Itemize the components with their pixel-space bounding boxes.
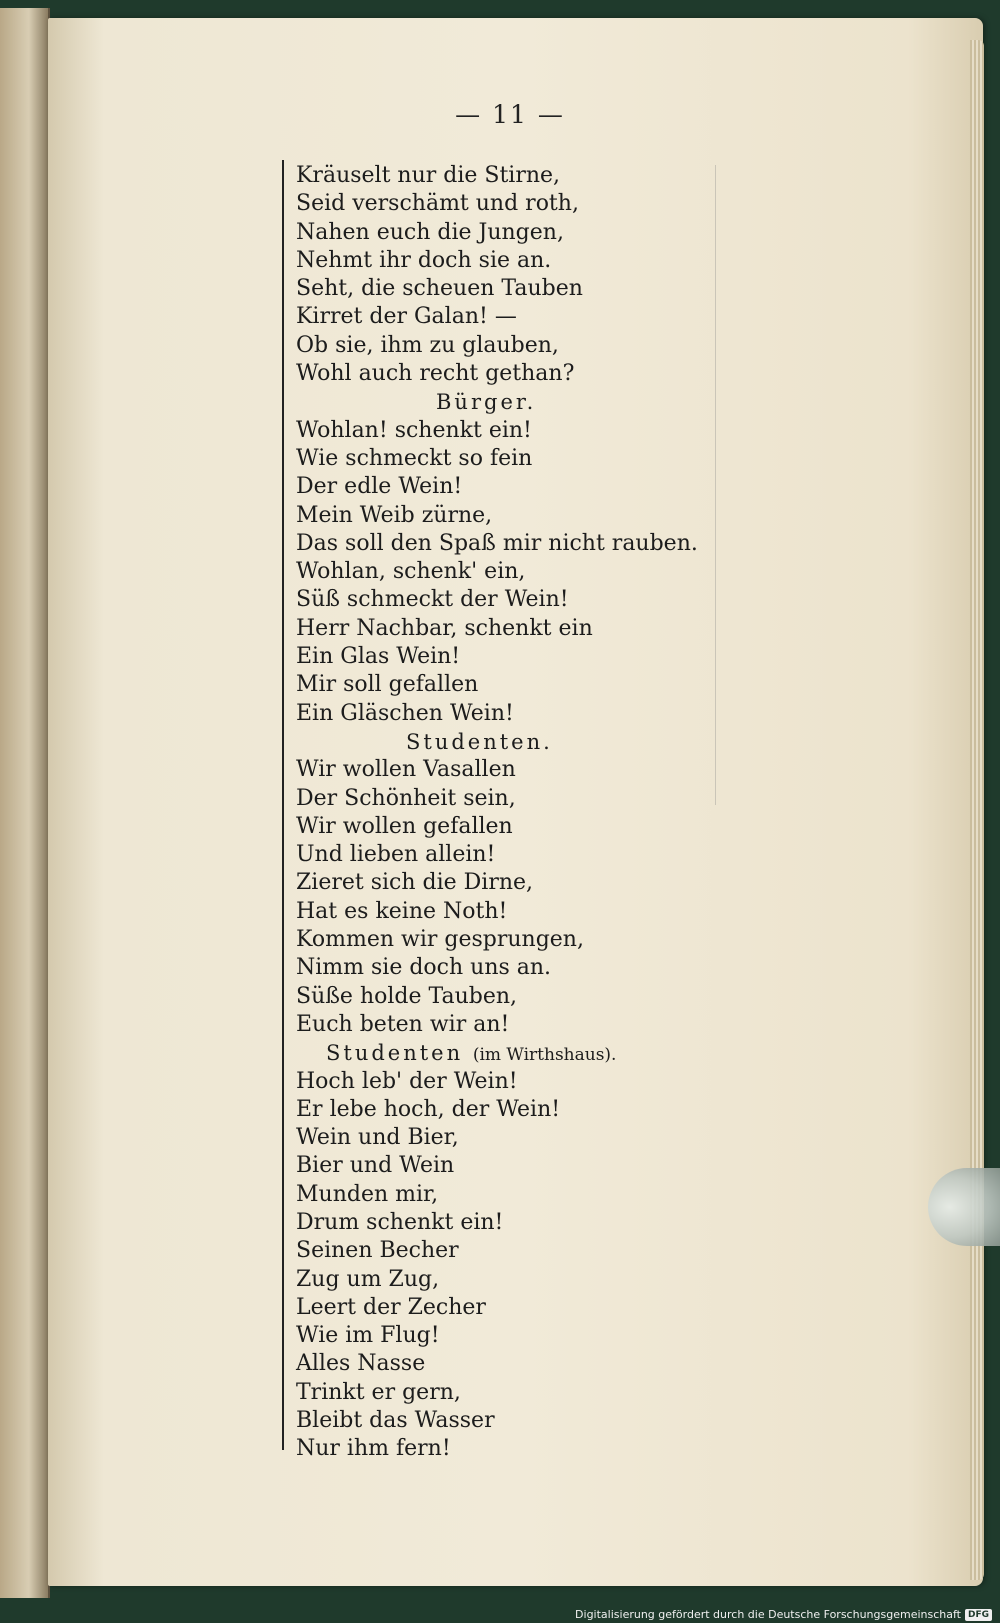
verse-line: Nimm sie doch uns an. [296,955,552,981]
speaker-heading [296,388,756,416]
verse-line: Trinkt er gern, [296,1379,461,1405]
verse-line: Nahen euch die Jungen, [296,219,564,245]
verse-line: Wohlan! schenkt ein! [296,417,532,443]
verse-line: Wie im Flug! [296,1323,440,1349]
verse-margin-rule [282,160,284,1450]
verse-line: Ein Gläschen Wein! [296,700,514,726]
verse-line: Der Schönheit sein, [296,785,516,811]
left-page-edge [0,8,50,1598]
verse-line: Kräuselt nur die Stirne, [296,163,561,188]
verse-line: Wir wollen gefallen [296,813,513,839]
speaker-heading [296,728,756,756]
verse-line: Nur ihm fern! [296,1436,451,1462]
verse-line: Hoch leb' der Wein! [296,1068,518,1094]
verse-line: Bier und Wein [296,1153,455,1179]
verse-line: Seht, die scheuen Tauben [296,276,583,302]
verse-line: Ein Glas Wein! [296,644,461,670]
verse-line: Zug um Zug, [296,1266,440,1292]
verse-line: Munden mir, [296,1181,439,1207]
verse-line: Er lebe hoch, der Wein! [296,1096,561,1122]
speaker-name: Bürger. [436,390,537,415]
verse-line: Zieret sich die Dirne, [296,870,534,896]
verse-line: Seinen Becher [296,1238,459,1264]
speaker-name: Studenten [326,1041,464,1066]
verse-line: Wein und Bier, [296,1125,459,1151]
verse-line: Wohl auch recht gethan? [296,361,575,387]
footer-text: Digitalisierung gefördert durch die Deutsche Forschungsgemeinschaft [575,1608,961,1621]
verse-line: Das soll den Spaß mir nicht rauben. [296,530,698,556]
verse-line: Mir soll gefallen [296,672,479,698]
verse-line: Kirret der Galan! — [296,304,517,330]
verse-line: Kommen wir gesprungen, [296,927,584,953]
stage-direction: (im Wirthshaus). [472,1045,617,1066]
verse-line: Bleibt das Wasser [296,1408,495,1434]
verse-line: Der edle Wein! [296,474,463,500]
verse-line: Wohlan, schenk' ein, [296,559,526,585]
verse-line: Euch beten wir an! [296,1011,510,1037]
verse-line: Alles Nasse [296,1351,426,1377]
dfg-logo: DFG [965,1609,992,1621]
verse-line: Hat es keine Noth! [296,898,508,924]
speaker-name: Studenten. [406,729,553,754]
verse-line: Ob sie, ihm zu glauben, [296,332,559,358]
verse-line: Süße holde Tauben, [296,983,518,1009]
verse-line: Wie schmeckt so fein [296,445,533,471]
verse-line: Drum schenkt ein! [296,1209,504,1235]
verse-text-block [296,162,756,1464]
verse-line: Nehmt ihr doch sie an. [296,247,552,273]
verse-line: Leert der Zecher [296,1294,486,1320]
verse-line: Süß schmeckt der Wein! [296,587,569,613]
verse-line: Und lieben allein! [296,842,496,868]
verse-line: Herr Nachbar, schenkt ein [296,615,593,641]
page-stack-edge [970,40,984,1580]
page-clip [928,1168,1000,1246]
page-number: — 11 — [455,100,565,129]
speaker-heading [296,1039,756,1067]
footer-credit [575,1608,992,1621]
verse-line: Seid verschämt und roth, [296,191,579,217]
verse-line: Wir wollen Vasallen [296,757,516,783]
verse-line: Mein Weib zürne, [296,502,493,528]
